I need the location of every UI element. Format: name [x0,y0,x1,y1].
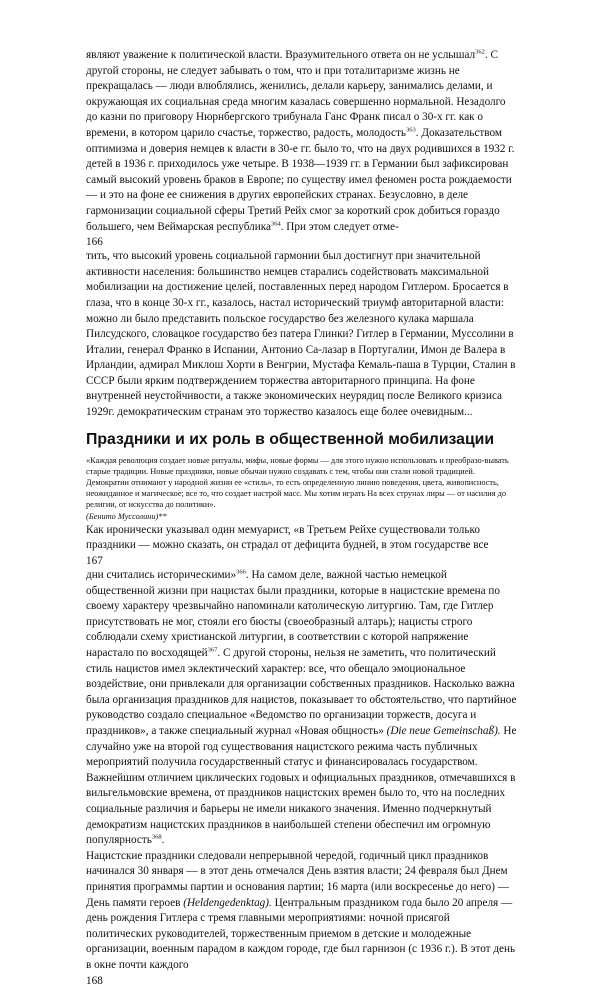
page-number: 167 [86,555,103,568]
text-run: . При этом следует отме- [280,220,399,233]
footnote-ref[interactable]: 366 [236,568,246,576]
text-run-italic: (Die neue Gemeinschaß). [386,725,501,737]
paragraph-authoritarian: тить, что высокий уровень социальной гармонии был достигнут при значительной активности населения: большинство немцев старались содействовать максимальной мобилизации на достижение целей, поставленных перед народом Гитлером. Бросается в глаза, что в конце 30-х гг., казалось, настал исторический триумф авторитарной власти: можно ли было представить польское государство без железного кулака маршала Пилсудского, словацкое государство без патера Глинки? Гитлер в Германии, Муссолини в Италии, генерал Франко в Испании, Антонио Са-лазар в Португалии, Имон де Валера в Ирландии, адмирал Миклош Хорти в Венгрии, Мустафа Кемаль-паша в Турции, Сталин в СССР были ярким подтверждением торжества авторитарного принципа. На фоне внутренней неустойчивости, а также экономических неурядиц после Великого кризиса 1929г. демократическим странам это торжество казалось еще более очевидным... [86,250,516,419]
footnote-ref[interactable]: 368 [151,833,162,841]
text-run: . [161,834,165,847]
page-number: 168 [86,974,103,987]
text-run: . На самом деле, важной частью немецкой общественной жизни при нацистах были праздники, которые в нацистские времена по своему характеру чрезвычайно напоминали католическую литургию. Там, где Гитлер присутствовать не мог, стояли его бюсты (своеобразный алтарь); нацисты строго соблюдали схему христианской литургии, в соответствии с которой напряжение нарастало по восходящей [86,569,500,660]
text-run: . С другой стороны, не следует забывать о том, что и при тоталитаризме жизнь не прекращалась — люди влюблялись, женились, делали карьеру, занимались делами, и окружающая их социальная среда многим казалась совершенно нормальной. Незадолго до казни по приговору Нюрнбергского трибунала Ганс Франк писал о 30-х гг. как о времени, в котором царило счастье, торжество, радость, молодость [86,49,506,139]
epigraph-quote: «Каждая революция создает новые ритуалы, мифы, новые формы — для этого нужно использовать и преобразо-вывать старые традиции. Новые праздники, новые обычаи нужно создавать с тем, чтобы они стали новой традицией. Демократии отнимают у народной жизни ее «стиль», то есть определенную линию поведения, цвета, живописность, неожиданное и магическое; все то, что создает настрой масс. Мы хотим играть На всех струнах лиры — от насилия до религии, от искусства до политики». [86,455,509,510]
paragraph-liturgy [86,568,518,771]
text-run: Нацистские праздники следовали непрерывной чередой, годичный цикл праздников начинался 30 января — в этот день отмечался День взятия власти; 24 февраля был Днем принятия программы партии и основания партии; 16 марта (или воскресенье до него) — День памяти героев [86,849,509,909]
text-run: Центральным праздником года было 20 апреля — день рождения Гитлера с тремя главными мероприятиями: ночной присягой политических руководителей, торжественным приемом в детские и молодежные организации, военным парадом в каждом городе, где был гарнизон (с 1936 г.). В этот день в окне почти каждого [86,896,516,971]
text-run: Не случайно уже на второй год существования нацистского режима часть публичных мероприятий получила государственный статус и финансировалась государством. [86,725,517,769]
text-run: . С другой стороны, нельзя не заметить, что политический стиль нацистов имел эклектический характер: все, что обещало эмоциональное воздействие, они привлекали для организации собственных праздников. Насколько важна была организация праздников для нацистов, показывает то обстоятельство, что партийное руководство создало специальное «Ведомство по организации торжеств, досуга и праздников», а также специальный журнал «Новая общность» [86,647,517,737]
text-run: . Доказательством оптимизма и доверия немцев к власти в 30-е гг. было то, что на двух родившихся в 1932 г. детей в 1936 г. приходилось уже четыре. В 1938—1939 гг. в Германии был зафиксирован самый высокий уровень браков в Европе; по существу имел феномен роста рождаемости — и это на фоне ее снижения в других европейских странах. Безусловно, в деле гармонизации социальной сферы Третий Рейх смог за короткий срок добиться гораздо большего, чем Веймарская республика [86,126,515,233]
paragraph-intro [86,48,518,235]
epigraph-author: (Бенито Муссолини)** [86,511,167,521]
text-run: являют уважение к политической власти. Вразумительного ответа он не услышал [86,49,476,61]
footnote-ref[interactable]: 362 [475,48,485,56]
paragraph-calendar [86,849,518,974]
section-heading: Праздники и их роль в общественной мобилизации [86,430,495,448]
document-page [86,48,518,988]
footnote-ref[interactable]: 364 [270,219,281,227]
paragraph-memoirist: Как иронически указывал один мемуарист, «в Третьем Рейхе существовали только праздники — можно сказать, он страдал от дефицита будней, в этом государстве все [86,523,489,552]
footnote-ref[interactable]: 363 [405,126,416,134]
page-number: 166 [86,236,103,249]
footnote-ref[interactable]: 367 [207,646,218,654]
text-run-italic: (Heldengedenktag). [183,896,272,909]
text-run: Важнейшим отличием циклических годовых и официальных праздников, отмечавшихся в вильгельмовские времена, от праздников нацистских времен было то, что на последних социальные различия и барьеры не имели никакого значения. Именно подчеркнутый демократизм нацистских праздников в наибольшей степени обеспечил им огромную популярность [86,771,516,847]
paragraph-democratism [86,771,518,849]
text-run: дни считались историческими» [86,569,237,582]
